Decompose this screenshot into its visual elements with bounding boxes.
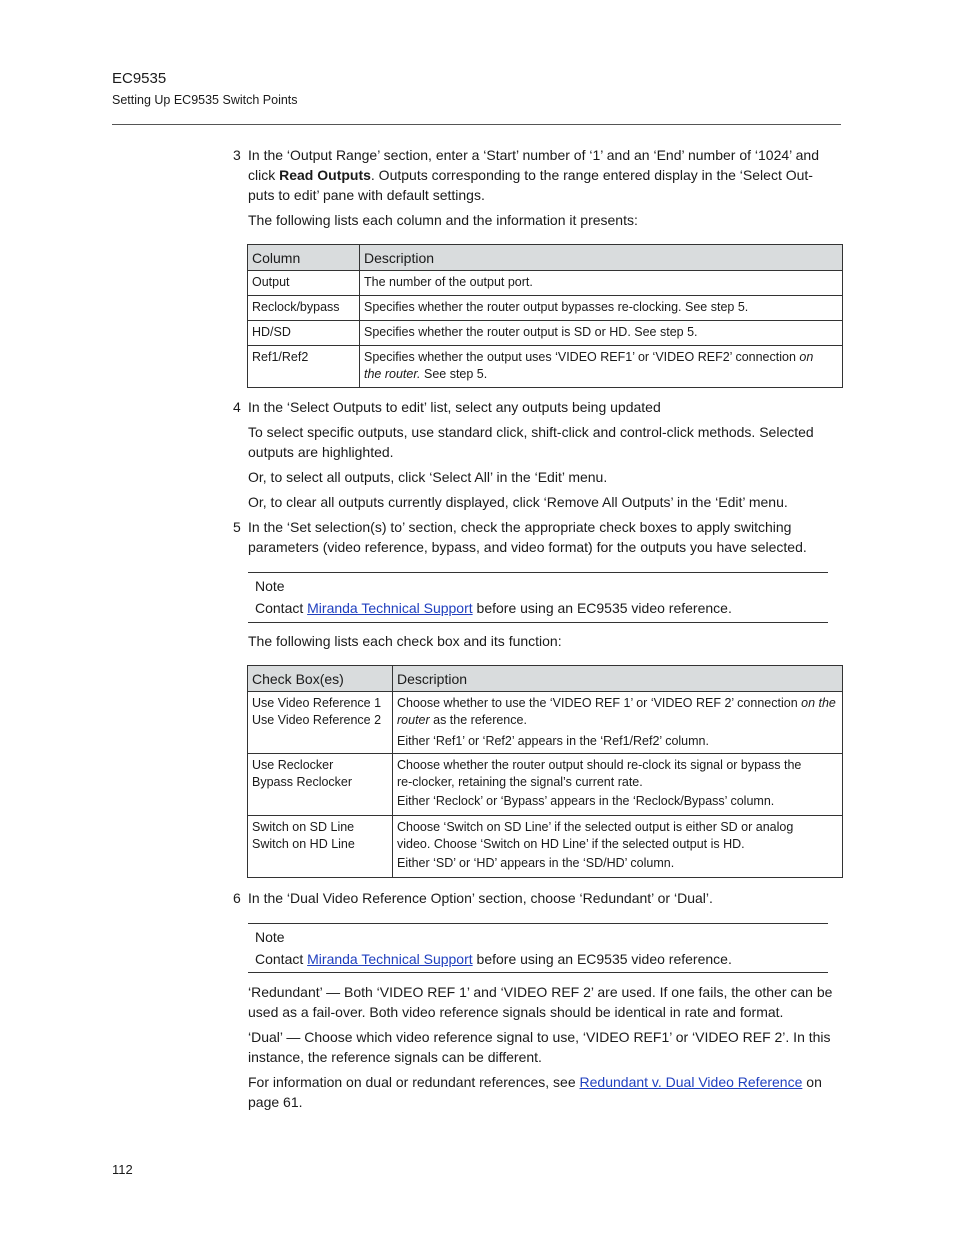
cell-column: Reclock/bypass	[248, 296, 360, 321]
step-number-5: 5	[233, 519, 241, 535]
note-text: Contact	[255, 951, 308, 967]
table-row	[248, 296, 843, 321]
step-5-text	[248, 517, 848, 557]
dual-line-2: instance, the reference signals can be different.	[248, 1049, 542, 1065]
desc-line: re-clocker, retaining the signal’s current rate.	[397, 775, 643, 789]
table-header-row	[248, 245, 843, 271]
check-box-table	[247, 665, 843, 878]
step-3-line-2	[248, 165, 848, 185]
desc-line: video. Choose ‘Switch on HD Line’ if the selected output is HD.	[397, 837, 745, 851]
dual-paragraph	[248, 1027, 848, 1067]
header-column: Column	[248, 245, 360, 271]
miranda-support-link[interactable]: Miranda Technical Support	[307, 951, 473, 967]
step-3-text-pre: click	[248, 167, 280, 183]
info-line-1	[248, 1072, 848, 1092]
step-6-text: In the ‘Dual Video Reference Option’ section, choose ‘Redundant’ or ‘Dual’.	[248, 890, 713, 906]
desc-line: Choose ‘Switch on SD Line’ if the selected output is either SD or analog	[397, 820, 794, 834]
desc-line: Either ‘Reclock’ or ‘Bypass’ appears in the ‘Reclock/Bypass’ column.	[397, 794, 775, 808]
check-box-name: Switch on SD Line	[252, 820, 355, 834]
desc-line: Either ‘SD’ or ‘HD’ appears in the ‘SD/HD’ column.	[397, 856, 675, 870]
note-bottom-rule	[248, 972, 828, 973]
cell-column: Output	[248, 271, 360, 296]
info-line-2: page 61.	[248, 1094, 303, 1110]
cell-check-box	[248, 692, 393, 754]
info-text: For information on dual or redundant references, see	[248, 1074, 580, 1090]
cell-description: Specifies whether the router output is SD or HD. See step 5.	[360, 321, 843, 346]
check-box-name: Use Video Reference 2	[252, 713, 382, 727]
step-4-paragraph-1	[248, 422, 848, 462]
note-top-rule	[248, 572, 828, 573]
note-top-rule	[248, 923, 828, 924]
table-row	[248, 271, 843, 296]
table-row	[248, 816, 843, 878]
table-1-intro: The following lists each column and the information it presents:	[248, 212, 638, 228]
info-text: on	[802, 1074, 822, 1090]
desc-line: Choose whether the router output should re-clock its signal or bypass the	[397, 758, 802, 772]
header-check-boxes: Check Box(es)	[248, 666, 393, 692]
table-row	[248, 321, 843, 346]
desc-text: as the reference.	[429, 713, 527, 727]
step-3-text-post: . Outputs corresponding to the range entered display in the ‘Select Out-	[370, 167, 813, 183]
section-subtitle: Setting Up EC9535 Switch Points	[112, 93, 298, 107]
step-4-paragraph-2: Or, to select all outputs, click ‘Select All’ in the ‘Edit’ menu.	[248, 469, 608, 485]
table-row	[248, 754, 843, 816]
document-title: EC9535	[112, 70, 167, 87]
cell-check-box	[248, 754, 393, 816]
desc-italic: on the	[801, 696, 836, 710]
step-4-text: In the ‘Select Outputs to edit’ list, select any outputs being updated	[248, 399, 661, 415]
redundant-line-2: used as a fail-over. Both video reference signals should be identical in rate and format.	[248, 1004, 784, 1020]
step-number-4: 4	[233, 399, 241, 415]
cell-description	[393, 816, 843, 878]
step-number-6: 6	[233, 890, 241, 906]
cell-italic: the router.	[364, 367, 421, 381]
note-title: Note	[255, 929, 285, 945]
read-outputs-term: Read Outputs	[279, 167, 371, 183]
table-header-row	[248, 666, 843, 692]
cell-column: HD/SD	[248, 321, 360, 346]
note-bottom-rule	[248, 622, 828, 623]
redundant-line-1: ‘Redundant’ — Both ‘VIDEO REF 1’ and ‘VIDEO REF 2’ are used. If one fails, the other can be	[248, 984, 833, 1000]
check-box-name: Bypass Reclocker	[252, 775, 353, 789]
note-text: Contact	[255, 600, 308, 616]
step-4-paragraph-3: Or, to clear all outputs currently displayed, click ‘Remove All Outputs’ in the ‘Edit’ menu.	[248, 494, 788, 510]
note-body	[255, 949, 732, 969]
step-number-3: 3	[233, 147, 241, 163]
cell-description: The number of the output port.	[360, 271, 843, 296]
desc-line	[397, 695, 838, 729]
cell-italic: on	[799, 350, 814, 364]
info-paragraph	[248, 1072, 848, 1112]
step-3-line-3: puts to edit’ pane with default settings.	[248, 187, 485, 203]
cell-description	[393, 692, 843, 754]
cell-description: Specifies whether the router output bypasses re-clocking. See step 5.	[360, 296, 843, 321]
header-description: Description	[360, 245, 843, 271]
desc-italic: router	[397, 713, 430, 727]
note-title: Note	[255, 578, 285, 594]
cell-text: Specifies whether the output uses ‘VIDEO REF1’ or ‘VIDEO REF2’ connection	[364, 350, 800, 364]
step-5-line-1: In the ‘Set selection(s) to’ section, check the appropriate check boxes to apply switching	[248, 519, 792, 535]
check-box-name: Use Reclocker	[252, 758, 334, 772]
step-3-line-1: In the ‘Output Range’ section, enter a ‘Start’ number of ‘1’ and an ‘End’ number of ‘1024’ and	[248, 147, 819, 163]
note-body	[255, 598, 732, 618]
table-2-intro: The following lists each check box and its function:	[248, 633, 562, 649]
step-5-line-2: parameters (video reference, bypass, and video format) for the outputs you have selected.	[248, 539, 807, 555]
redundant-paragraph	[248, 982, 848, 1022]
step-3-text	[248, 145, 848, 205]
redundant-dual-reference-link[interactable]: Redundant v. Dual Video Reference	[579, 1074, 803, 1090]
cell-column: Ref1/Ref2	[248, 346, 360, 388]
step-4-p1-line-2: outputs are highlighted.	[248, 444, 394, 460]
check-box-name: Switch on HD Line	[252, 837, 355, 851]
dual-line-1: ‘Dual’ — Choose which video reference signal to use, ‘VIDEO REF1’ or ‘VIDEO REF 2’. In this	[248, 1029, 831, 1045]
cell-check-box	[248, 816, 393, 878]
header-divider	[112, 124, 841, 125]
cell-description	[393, 754, 843, 816]
column-table	[247, 244, 843, 388]
check-box-name: Use Video Reference 1	[252, 696, 382, 710]
header-description: Description	[393, 666, 843, 692]
miranda-support-link[interactable]: Miranda Technical Support	[307, 600, 473, 616]
note-text: before using an EC9535 video reference.	[472, 951, 732, 967]
desc-line: Either ‘Ref1’ or ‘Ref2’ appears in the ‘Ref1/Ref2’ column.	[397, 734, 709, 748]
desc-text: Choose whether to use the ‘VIDEO REF 1’ or ‘VIDEO REF 2’ connection	[397, 696, 802, 710]
table-row	[248, 692, 843, 754]
cell-description	[360, 346, 843, 388]
cell-text: See step 5.	[420, 367, 488, 381]
note-text: before using an EC9535 video reference.	[472, 600, 732, 616]
step-4-p1-line-1: To select specific outputs, use standard click, shift-click and control-click methods. Selected	[248, 424, 814, 440]
table-row	[248, 346, 843, 388]
page-number: 112	[112, 1162, 133, 1177]
